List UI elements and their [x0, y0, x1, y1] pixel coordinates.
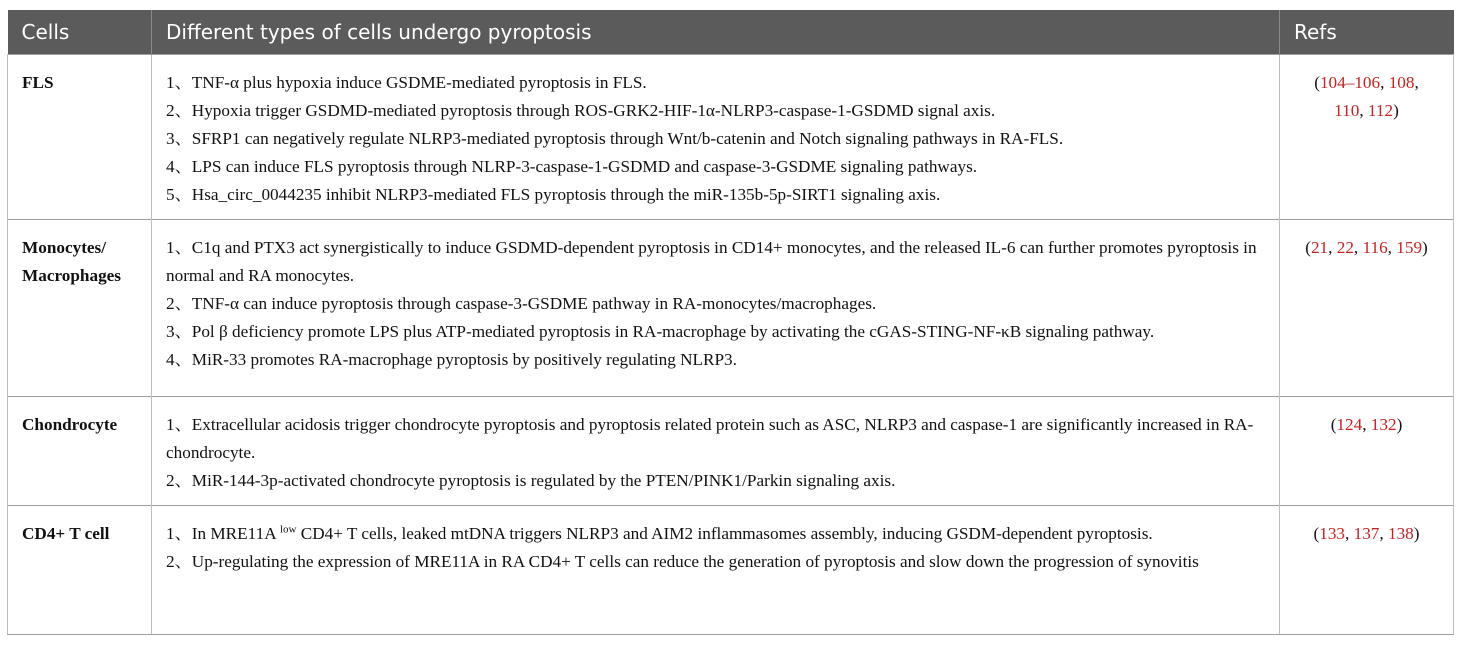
- table-body: [8, 55, 1454, 635]
- ref-link[interactable]: 108: [1388, 73, 1415, 92]
- ref-link[interactable]: 104–106: [1319, 73, 1381, 92]
- description-item: 5、Hsa_circ_0044235 inhibit NLRP3-mediated FLS pyroptosis through the miR-135b-5p-SIRT1 signaling axis.: [166, 185, 941, 204]
- description-item: [166, 520, 1265, 548]
- cell-type-name: Chondrocyte: [8, 397, 152, 506]
- cell-type-name: Monocytes/ Macrophages: [8, 220, 152, 397]
- description-item: 2、Up-regulating the expression of MRE11A in RA CD4+ T cells can reduce the generation of pyroptosis and slow down the progression of synovitis: [166, 552, 1199, 571]
- ref-link[interactable]: 138: [1387, 524, 1414, 543]
- cell-description: [152, 55, 1280, 220]
- ref-link[interactable]: 112: [1367, 101, 1394, 120]
- description-item: 2、Hypoxia trigger GSDMD-mediated pyroptosis through ROS-GRK2-HIF-1α-NLRP3-caspase-1-GSDMD signal axis.: [166, 101, 996, 120]
- ref-link[interactable]: 137: [1353, 524, 1380, 543]
- table-header: [8, 10, 1454, 55]
- description-item-prefix: 1、In MRE11A: [166, 524, 276, 543]
- ref-link[interactable]: 159: [1396, 238, 1423, 257]
- cell-type-name: CD4+ T cell: [8, 506, 152, 635]
- cell-description: [152, 220, 1280, 397]
- ref-link[interactable]: 124: [1336, 415, 1363, 434]
- header-cells: Cells: [8, 10, 152, 55]
- description-item: 1、Extracellular acidosis trigger chondrocyte pyroptosis and pyroptosis related protein such as ASC, NLRP3 and caspase-1 are significantly increased in RA-chondrocyte.: [166, 415, 1254, 462]
- cell-refs: (104–106, 108, 110, 112): [1280, 55, 1454, 220]
- description-item: 2、MiR-144-3p-activated chondrocyte pyroptosis is regulated by the PTEN/PINK1/Parkin signaling axis.: [166, 471, 896, 490]
- description-item: 1、C1q and PTX3 act synergistically to induce GSDMD-dependent pyroptosis in CD14+ monocytes, and the released IL-6 can further promotes pyroptosis in normal and RA monocytes.: [166, 238, 1257, 285]
- ref-link[interactable]: 116: [1362, 238, 1388, 257]
- cell-refs: (21, 22, 116, 159): [1280, 220, 1454, 397]
- header-refs: Refs: [1280, 10, 1454, 55]
- header-description: Different types of cells undergo pyroptosis: [152, 10, 1280, 55]
- description-item: 2、TNF-α can induce pyroptosis through caspase-3-GSDME pathway in RA-monocytes/macrophages.: [166, 294, 877, 313]
- description-item-suffix: CD4+ T cells, leaked mtDNA triggers NLRP3 and AIM2 inflammasomes assembly, inducing GSDM-dependent pyroptosis.: [300, 524, 1153, 543]
- pyroptosis-table: [7, 10, 1454, 635]
- cell-refs: (124, 132): [1280, 397, 1454, 506]
- description-item: 4、MiR-33 promotes RA-macrophage pyroptosis by positively regulating NLRP3.: [166, 350, 737, 369]
- cell-description: [152, 397, 1280, 506]
- description-item: 3、SFRP1 can negatively regulate NLRP3-mediated pyroptosis through Wnt/b-catenin and Notch signaling pathways in RA-FLS.: [166, 129, 1064, 148]
- cell-description: [152, 506, 1280, 635]
- table-row: [8, 506, 1454, 635]
- description-item: 3、Pol β deficiency promote LPS plus ATP-mediated pyroptosis in RA-macrophage by activating the cGAS-STING-NF-κB signaling pathway.: [166, 322, 1155, 341]
- description-item: 4、LPS can induce FLS pyroptosis through NLRP-3-caspase-1-GSDMD and caspase-3-GSDME signaling pathways.: [166, 157, 978, 176]
- pyroptosis-table-container: [7, 10, 1453, 635]
- ref-link[interactable]: 21: [1310, 238, 1329, 257]
- cell-refs: (133, 137, 138): [1280, 506, 1454, 635]
- table-row: [8, 220, 1454, 397]
- ref-link[interactable]: 133: [1319, 524, 1346, 543]
- cell-type-name: FLS: [8, 55, 152, 220]
- table-row: [8, 55, 1454, 220]
- description-item: 1、TNF-α plus hypoxia induce GSDME-mediated pyroptosis in FLS.: [166, 73, 647, 92]
- ref-link[interactable]: 22: [1336, 238, 1354, 257]
- ref-link[interactable]: 110: [1334, 101, 1360, 120]
- ref-link[interactable]: 132: [1370, 415, 1397, 434]
- superscript-low: low: [279, 523, 297, 536]
- table-row: [8, 397, 1454, 506]
- header-row: [8, 10, 1454, 55]
